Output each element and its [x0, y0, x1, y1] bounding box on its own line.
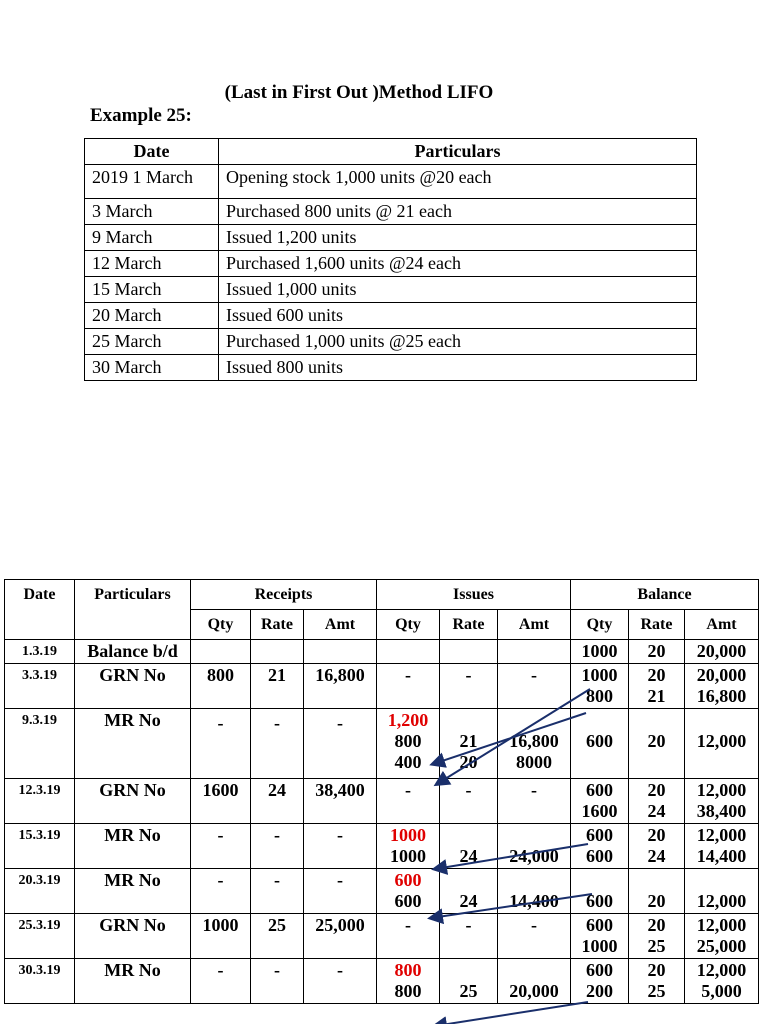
ledger-date-value: 30.3.19 [18, 963, 61, 978]
issue-rate [440, 779, 498, 824]
receipt-qty [191, 640, 251, 664]
receipt-rate-value: 21 [268, 665, 286, 685]
receipt-amt [304, 664, 377, 709]
table-row [85, 277, 697, 303]
ledger-header-balance: Balance [571, 580, 759, 610]
receipt-amt [304, 824, 377, 869]
balance-rate [629, 914, 685, 959]
balance-amt-value: 12,000 5,000 [696, 960, 747, 1001]
receipt-amt [304, 779, 377, 824]
receipt-qty-value: - [217, 825, 224, 845]
ledger-row [5, 709, 759, 779]
subheader-receipts-rate: Rate [251, 610, 304, 640]
issue-rate-value: 25 [459, 981, 478, 1001]
balance-rate [629, 779, 685, 824]
ledger-particulars-value: MR No [104, 825, 161, 845]
receipt-qty [191, 914, 251, 959]
transaction-particulars: Issued 800 units [219, 355, 697, 381]
balance-rate [629, 959, 685, 1004]
receipt-qty-value: - [217, 870, 224, 890]
receipt-qty-value: - [217, 960, 224, 980]
issue-qty [377, 869, 440, 914]
issue-amt-value: 14,400 [509, 891, 559, 911]
balance-amt-value: 20,000 16,800 [696, 665, 747, 706]
issue-amt-value: - [531, 665, 537, 685]
receipt-amt-value: 25,000 [315, 915, 365, 935]
issue-rate [440, 869, 498, 914]
balance-amt-value: 12,000 [696, 891, 747, 911]
issue-qty-value: 600 [394, 891, 422, 911]
issue-amt-value: - [531, 915, 537, 935]
balance-rate-value: 20 [647, 641, 666, 661]
balance-rate-value: 20 24 [647, 780, 666, 821]
ledger-particulars [75, 709, 191, 779]
ledger-particulars [75, 869, 191, 914]
balance-qty [571, 640, 629, 664]
issue-qty [377, 824, 440, 869]
receipt-rate-value: - [274, 825, 280, 845]
receipt-qty [191, 664, 251, 709]
table-row [85, 225, 697, 251]
ledger-row [5, 959, 759, 1004]
receipt-amt [304, 709, 377, 779]
ledger-particulars-value: GRN No [99, 915, 166, 935]
issue-total-qty: 1000 [390, 825, 426, 845]
ledger-date [5, 914, 75, 959]
receipt-rate-value: - [274, 870, 280, 890]
balance-rate [629, 709, 685, 779]
issue-total-qty: 600 [394, 870, 422, 890]
balance-qty [571, 664, 629, 709]
ledger-header-receipts: Receipts [191, 580, 377, 610]
balance-rate-value: 20 25 [647, 960, 666, 1001]
ledger-header-row [5, 580, 759, 610]
table-row [85, 165, 697, 199]
ledger-date [5, 824, 75, 869]
receipt-qty [191, 779, 251, 824]
issue-amt-value: - [531, 780, 537, 800]
receipt-qty [191, 709, 251, 779]
receipt-rate [251, 914, 304, 959]
issue-qty [377, 779, 440, 824]
balance-amt-value: 12,000 25,000 [696, 915, 747, 956]
balance-amt-value: 12,000 38,400 [696, 780, 747, 821]
issue-qty-value: 800 [394, 981, 422, 1001]
balance-rate-value: 20 25 [647, 915, 666, 956]
balance-amt [685, 914, 759, 959]
issue-amt [498, 664, 571, 709]
issue-rate [440, 914, 498, 959]
balance-qty [571, 824, 629, 869]
issue-total-qty: 800 [394, 960, 422, 980]
balance-qty-value: 1000 800 [581, 665, 618, 706]
balance-rate [629, 640, 685, 664]
ledger-particulars [75, 779, 191, 824]
transaction-date: 3 March [85, 199, 219, 225]
subheader-balance-qty: Qty [571, 610, 629, 640]
transaction-date: 2019 1 March [85, 165, 219, 199]
balance-qty-value: 1000 [581, 641, 618, 661]
ledger-date-value: 25.3.19 [18, 918, 61, 933]
ledger-particulars-value: MR No [104, 710, 161, 730]
receipt-rate [251, 824, 304, 869]
balance-amt [685, 709, 759, 779]
transaction-date: 25 March [85, 329, 219, 355]
issue-rate-value: 24 [459, 891, 478, 911]
receipt-amt [304, 869, 377, 914]
receipt-amt [304, 914, 377, 959]
issue-qty-value: - [405, 915, 411, 935]
ledger-date-value: 15.3.19 [18, 828, 61, 843]
balance-amt [685, 959, 759, 1004]
issue-rate-value: - [465, 915, 472, 935]
ledger-date-value: 1.3.19 [22, 644, 57, 659]
subheader-receipts-amt: Amt [304, 610, 377, 640]
issue-rate-value: 21 20 [459, 731, 478, 772]
balance-amt [685, 779, 759, 824]
receipt-amt-value: - [337, 960, 343, 980]
stores-ledger-table [4, 579, 759, 1004]
transactions-body [85, 165, 697, 381]
balance-rate [629, 869, 685, 914]
ledger-date [5, 779, 75, 824]
subheader-balance-amt: Amt [685, 610, 759, 640]
receipt-rate [251, 709, 304, 779]
receipt-qty [191, 869, 251, 914]
issue-qty-value: - [405, 665, 411, 685]
issue-amt [498, 779, 571, 824]
issue-qty [377, 640, 440, 664]
example-label: Example 25: [90, 105, 192, 126]
receipt-rate-value: - [274, 960, 280, 980]
issue-rate [440, 959, 498, 1004]
receipt-amt-value: 38,400 [315, 780, 365, 800]
transaction-date: 9 March [85, 225, 219, 251]
ledger-particulars-value: MR No [104, 870, 161, 890]
receipt-rate-value: - [274, 713, 280, 733]
receipt-rate [251, 640, 304, 664]
balance-amt [685, 640, 759, 664]
transaction-particulars: Purchased 1,000 units @25 each [219, 329, 697, 355]
ledger-particulars [75, 914, 191, 959]
receipt-rate-value: 24 [268, 780, 286, 800]
issue-rate-value: 24 [459, 846, 478, 866]
balance-amt [685, 824, 759, 869]
receipt-amt-value: - [337, 713, 343, 733]
column-header-particulars: Particulars [219, 139, 697, 165]
issue-qty [377, 914, 440, 959]
subheader-balance-rate: Rate [629, 610, 685, 640]
transaction-date: 30 March [85, 355, 219, 381]
receipt-qty-value: 800 [207, 665, 234, 685]
balance-qty-value: 600 [586, 731, 613, 751]
issue-rate [440, 640, 498, 664]
receipt-amt-value: 16,800 [315, 665, 365, 685]
balance-qty [571, 779, 629, 824]
transaction-particulars: Issued 600 units [219, 303, 697, 329]
balance-qty-value: 600 [586, 891, 613, 911]
transaction-particulars: Purchased 800 units @ 21 each [219, 199, 697, 225]
balance-qty [571, 914, 629, 959]
balance-rate [629, 824, 685, 869]
balance-qty [571, 869, 629, 914]
table-header-row [85, 139, 697, 165]
issue-qty [377, 959, 440, 1004]
issue-amt-value: 20,000 [509, 981, 559, 1001]
ledger-body [5, 640, 759, 1004]
ledger-row [5, 824, 759, 869]
issue-qty [377, 709, 440, 779]
balance-rate-value: 20 [647, 891, 666, 911]
table-row [85, 199, 697, 225]
transaction-date: 20 March [85, 303, 219, 329]
ledger-particulars [75, 664, 191, 709]
issue-rate [440, 709, 498, 779]
issue-qty [377, 664, 440, 709]
transaction-particulars: Issued 1,200 units [219, 225, 697, 251]
ledger-row [5, 914, 759, 959]
column-header-date: Date [85, 139, 219, 165]
subheader-issues-rate: Rate [440, 610, 498, 640]
balance-rate [629, 664, 685, 709]
transaction-particulars: Issued 1,000 units [219, 277, 697, 303]
issue-amt [498, 959, 571, 1004]
ledger-particulars-value: MR No [104, 960, 161, 980]
receipt-amt-value: - [337, 870, 343, 890]
balance-rate-value: 20 24 [647, 825, 666, 866]
receipt-amt [304, 640, 377, 664]
ledger-particulars-value: Balance b/d [87, 641, 178, 661]
transaction-date: 12 March [85, 251, 219, 277]
issue-qty-value: 800 400 [394, 731, 422, 772]
subheader-issues-amt: Amt [498, 610, 571, 640]
receipt-qty [191, 824, 251, 869]
issue-rate-value: - [465, 780, 472, 800]
ledger-date [5, 959, 75, 1004]
balance-amt [685, 664, 759, 709]
ledger-date [5, 664, 75, 709]
table-row [85, 355, 697, 381]
ledger-particulars [75, 824, 191, 869]
ledger-date-value: 12.3.19 [18, 783, 61, 798]
ledger-header-issues: Issues [377, 580, 571, 610]
transaction-particulars: Opening stock 1,000 units @20 each [219, 165, 697, 199]
issue-amt-value: 24,000 [509, 846, 559, 866]
ledger-particulars [75, 640, 191, 664]
receipt-rate [251, 959, 304, 1004]
balance-qty-value: 600 200 [586, 960, 613, 1001]
subheader-issues-qty: Qty [377, 610, 440, 640]
issue-rate [440, 664, 498, 709]
balance-amt [685, 869, 759, 914]
ledger-date-value: 3.3.19 [22, 668, 57, 683]
ledger-header-date: Date [5, 580, 75, 640]
issue-rate-value: - [465, 665, 472, 685]
ledger-date [5, 709, 75, 779]
receipt-rate [251, 779, 304, 824]
issue-amt [498, 640, 571, 664]
balance-amt-value: 12,000 14,400 [696, 825, 747, 866]
ledger-row [5, 779, 759, 824]
arrow-30-3 [435, 1002, 588, 1024]
ledger-row [5, 869, 759, 914]
ledger-particulars-value: GRN No [99, 780, 166, 800]
issue-amt [498, 869, 571, 914]
receipt-amt [304, 959, 377, 1004]
transactions-table [84, 138, 697, 381]
issue-qty-value: - [405, 780, 411, 800]
ledger-date-value: 20.3.19 [18, 873, 61, 888]
ledger-particulars [75, 959, 191, 1004]
table-row [85, 251, 697, 277]
ledger-row [5, 664, 759, 709]
table-row [85, 303, 697, 329]
issue-total-qty: 1,200 [387, 710, 429, 730]
issue-qty-value: 1000 [390, 846, 426, 866]
ledger-date [5, 640, 75, 664]
ledger-date [5, 869, 75, 914]
balance-amt-value: 12,000 [696, 731, 747, 751]
receipt-rate [251, 664, 304, 709]
table-row [85, 329, 697, 355]
issue-amt [498, 824, 571, 869]
ledger-date-value: 9.3.19 [22, 713, 57, 728]
balance-rate-value: 20 21 [647, 665, 666, 706]
receipt-rate-value: 25 [268, 915, 286, 935]
balance-rate-value: 20 [647, 731, 666, 751]
transaction-particulars: Purchased 1,600 units @24 each [219, 251, 697, 277]
issue-amt [498, 709, 571, 779]
ledger-header-particulars: Particulars [75, 580, 191, 640]
receipt-qty-value: 1600 [202, 780, 239, 800]
transaction-date: 15 March [85, 277, 219, 303]
receipt-rate [251, 869, 304, 914]
receipt-amt-value: - [337, 825, 343, 845]
balance-qty-value: 600 1600 [581, 780, 618, 821]
ledger-row [5, 640, 759, 664]
subheader-receipts-qty: Qty [191, 610, 251, 640]
issue-amt-value: 16,800 8000 [509, 731, 559, 772]
balance-qty-value: 600 600 [586, 825, 613, 866]
balance-qty-value: 600 1000 [581, 915, 618, 956]
issue-rate [440, 824, 498, 869]
page-title: (Last in First Out )Method LIFO [224, 82, 494, 103]
receipt-qty [191, 959, 251, 1004]
issue-amt [498, 914, 571, 959]
balance-amt-value: 20,000 [696, 641, 747, 661]
receipt-qty-value: - [217, 713, 224, 733]
ledger-particulars-value: GRN No [99, 665, 166, 685]
balance-qty [571, 709, 629, 779]
receipt-qty-value: 1000 [202, 915, 239, 935]
balance-qty [571, 959, 629, 1004]
